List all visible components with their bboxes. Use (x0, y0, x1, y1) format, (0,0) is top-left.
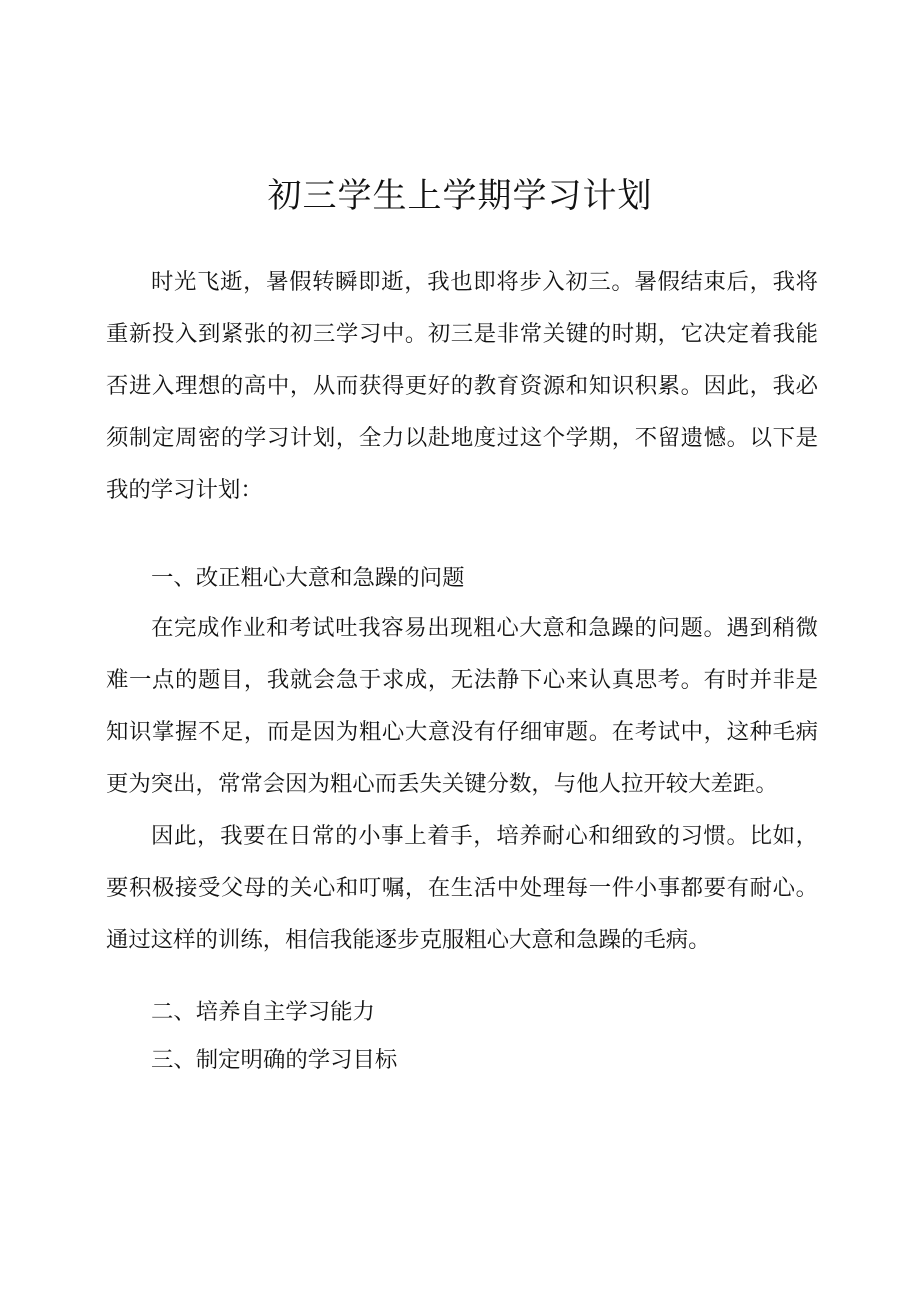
section-heading-3: 三、制定明确的学习目标 (151, 1047, 398, 1073)
section-1-paragraph-1: 在完成作业和考试吐我容易出现粗心大意和急躁的问题。遇到稍微难一点的题目，我就会急于求成，无法静下心来认真思考。有时并非是知识掌握不足，而是因为粗心大意没有仔细审题。在考试中，这种毛病更为突出，常常会因为粗心而丢失关键分数，与他人拉开较大差距。 (106, 615, 818, 797)
document-title: 初三学生上学期学习计划 (267, 176, 653, 216)
section-heading-2: 二、培养自主学习能力 (151, 999, 375, 1025)
section-1-paragraph-2: 因此，我要在日常的小事上着手，培养耐心和细致的习惯。比如，要积极接受父母的关心和叮嘱，在生活中处理每一件小事都要有耐心。通过这样的训练，相信我能逐步克服粗心大意和急躁的毛病。 (106, 823, 818, 953)
intro-paragraph: 时光飞逝，暑假转瞬即逝，我也即将步入初三。暑假结束后，我将重新投入到紧张的初三学习中。初三是非常关键的时期，它决定着我能否进入理想的高中，从而获得更好的教育资源和知识积累。因此，我必须制定周密的学习计划，全力以赴地度过这个学期，不留遗憾。以下是我的学习计划： (106, 269, 818, 503)
section-heading-1: 一、改正粗心大意和急躁的问题 (151, 565, 465, 591)
